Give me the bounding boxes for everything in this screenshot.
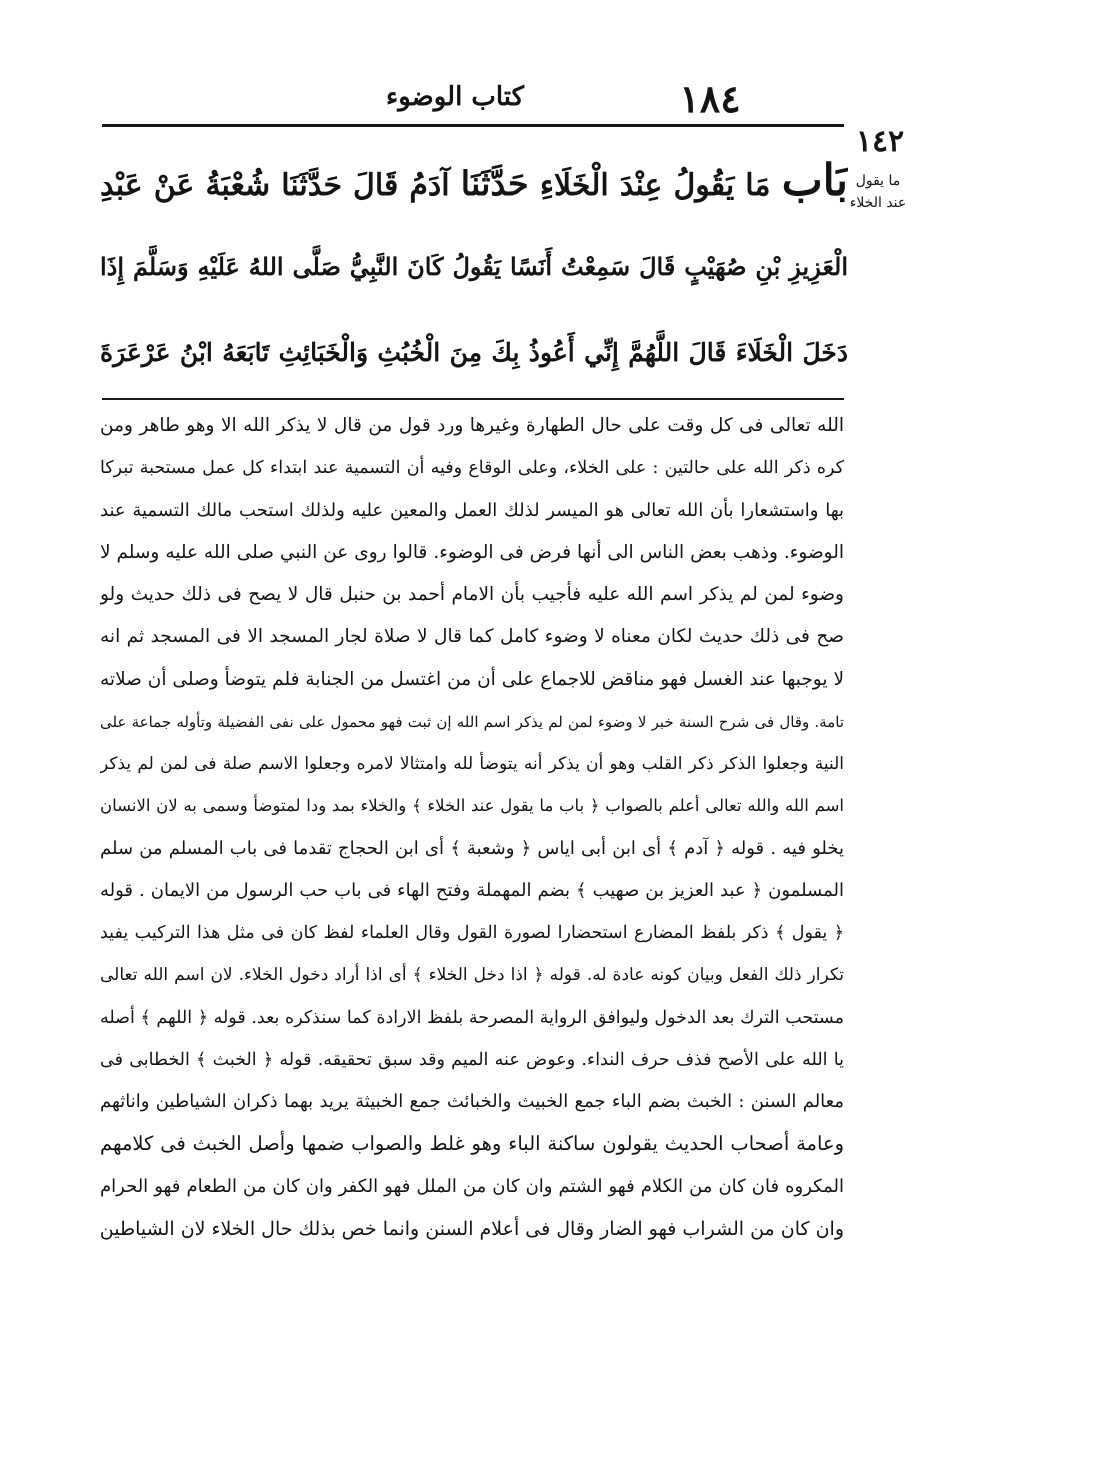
commentary-text [100,405,844,1250]
commentary-line: وان كان من الشراب فهو الضار وقال فى أعلام السنن وانما خص بذلك حال الخلاء لان الشياطين [100,1217,844,1240]
commentary-line: يا الله على الأصح فذف حرف النداء. وعوض عنه الميم وقد سبق تحقيقه. قوله ﴿ الخبث ﴾ الخطابى فى [100,1049,844,1070]
commentary-line: يخلو فيه . قوله ﴿ آدم ﴾ أى ابن أبى اياس ﴿ وشعبة ﴾ أى ابن الحجاج تقدما فى باب المسلم من سلم [100,837,844,859]
commentary-line: الوضوء. وذهب بعض الناس الى أنها فرض فى الوضوء. قالوا روى عن النبي صلى الله عليه وسلم لا [100,541,844,563]
commentary-line: النية وجعلوا الذكر ذكر القلب وهو أن يذكر أنه يتوضأ لله وامتثالا لامره وجعلوا الاسم صلة فى لمن لم يذكر [100,754,844,774]
margin-hadith-number: ١٤٢ [855,124,905,159]
commentary-line: وضوء لمن لم يذكر اسم الله عليه فأجيب بأن الامام أحمد بن حنبل قال لا يصح فى ذلك حديث ولو [100,584,844,605]
section-divider [102,398,844,400]
commentary-line: ﴿ يقول ﴾ ذكر بلفظ المضارع استحضارا لصورة القول وقال العلماء لفظ كان فى مثل هذا التركيب يفيد [100,923,844,943]
hadith-line-2: الْعَزِيزِ بْنِ صُهَيْبٍ قَالَ سَمِعْتُ أَنَسًا يَقُولُ كَانَ النَّبِيُّ صَلَّى اللهُ عَلَيْهِ وَسَلَّمَ إِذَا [100,252,848,281]
page-number: ١٨٤ [679,76,741,121]
commentary-line: معالم السنن : الخبث بضم الباء جمع الخبيث والخبائث جمع الخبيثة يريد بهما ذكران الشياطين واناثهم [100,1091,844,1112]
commentary-line: كره ذكر الله على حالتين : على الخلاء، وعلى الوقاع وفيه أن التسمية عند ابتداء كل عمل مستحبة تبركا [100,458,844,479]
commentary-line: مستحب الترك بعد الدخول وليوافق الرواية المصرحة بلفظ الارادة كما سنذكره بعد. قوله ﴿ اللهم ﴾ أصله [100,1007,844,1028]
isnad-start: آدَمُ قَالَ حَدَّثَنَا شُعْبَةُ عَنْ عَبْدِ [100,168,450,203]
haddathana-word: حَدَّثَنَا [460,164,529,203]
commentary-line: اسم الله والله تعالى أعلم بالصواب ﴿ باب ما يقول عند الخلاء ﴾ والخلاء بمد ودا لمتوضأ وسمى به لان الانسان [100,796,844,816]
commentary-line: المكروه فان كان من الكلام فهو الشتم وان كان من الملل فهو الكفر وان كان من الطعام فهو الحرام [100,1175,844,1197]
chapter-title: مَا يَقُولُ عِنْدَ الْخَلَاءِ [539,168,771,203]
margin-note-line: ما يقول [855,173,901,189]
commentary-line: بها واستشعارا بأن الله تعالى هو الميسر لذلك العمل والمعين عليه ولذلك استحب مالك التسمية عند [100,499,844,521]
header-rule [102,124,844,127]
commentary-line: لا يوجبها عند الغسل فهو مناقض للاجماع على أن من اغتسل من الجنابة فلم يتوضأ وصلى أن صلاته [100,668,844,690]
commentary-line: وعامة أصحاب الحديث يقولون ساكنة الباء وهو غلط والصواب ضمها وأصل الخبث فى كلامهم [100,1132,844,1156]
running-title: كتاب الوضوء [386,82,524,112]
hadith-line-1 [100,138,848,224]
margin-chapter-note [847,170,909,214]
chapter-word: بَاب [781,155,848,206]
margin-note-line: عند الخلاء [849,195,907,211]
commentary-line: تكرار ذلك الفعل وبيان كونه عادة له. قوله ﴿ اذا دخل الخلاء ﴾ أى اذا أراد دخول الخلاء. لان اسم الله تعالى [100,965,844,986]
hadith-text [100,138,848,396]
hadith-line-3: دَخَلَ الْخَلَاءَ قَالَ اللَّهُمَّ إِنِّي أَعُوذُ بِكَ مِنَ الْخُبُثِ وَالْخَبَائِثِ تَابَعَهُ ابْنُ عَرْعَرَةَ [100,338,848,367]
commentary-line: صح فى ذلك حديث لكان معناه لا وضوء كامل كما قال لا صلاة لجار المسجد الا فى المسجد ثم انه [100,626,844,648]
commentary-line: تامة. وقال فى شرح السنة خبر لا وضوء لمن لم يذكر اسم الله إن ثبت فهو محمول على نفى الفضيلة وتأوله جماعة على [100,712,844,731]
commentary-line: الله تعالى فى كل وقت على حال الطهارة وغيرها ورد قول من قال لا يذكر الله الا وهو طاهر ومن [100,415,844,436]
commentary-line: المسلمون ﴿ عبد العزيز بن صهيب ﴾ بضم المهملة وفتح الهاء فى باب حب الرسول من الايمان . قوله [100,879,844,901]
